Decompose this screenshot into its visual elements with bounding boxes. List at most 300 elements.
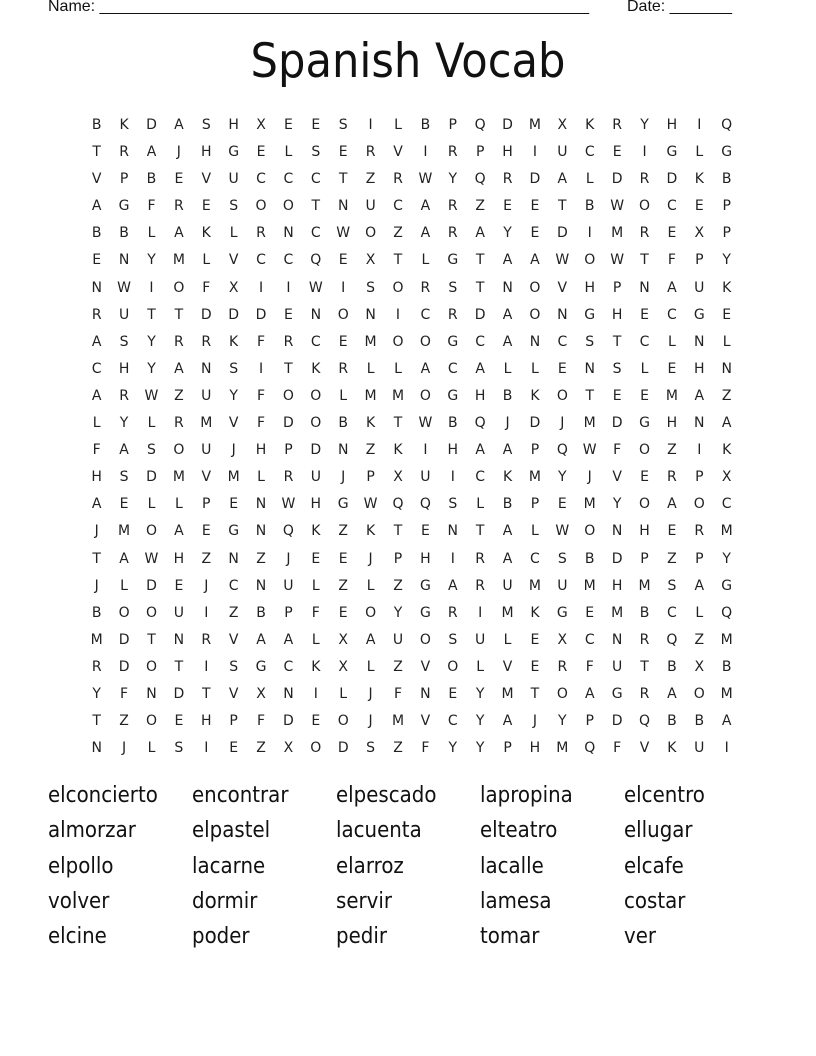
grid-cell[interactable]: D (611, 415, 623, 432)
grid-cell[interactable]: V (91, 171, 102, 188)
grid-cell[interactable]: L (229, 225, 238, 242)
grid-cell[interactable]: U (201, 387, 212, 404)
grid-cell[interactable]: O (556, 387, 568, 404)
grid-cell[interactable]: I (204, 604, 209, 621)
grid-cell[interactable]: S (201, 117, 211, 133)
grid-cell[interactable]: V (612, 469, 622, 486)
grid-cell[interactable]: M (665, 387, 678, 404)
grid-cell[interactable]: E (557, 360, 567, 377)
grid-cell[interactable]: O (365, 225, 377, 242)
grid-cell[interactable]: I (149, 279, 154, 296)
grid-cell[interactable]: B (91, 225, 102, 242)
grid-cell[interactable]: Q (666, 631, 678, 648)
grid-cell[interactable]: F (120, 685, 129, 702)
grid-cell[interactable]: O (392, 279, 404, 296)
grid-cell[interactable]: C (256, 171, 266, 188)
grid-cell[interactable]: Z (228, 604, 239, 621)
grid-cell[interactable]: C (91, 360, 102, 377)
grid-cell[interactable]: N (118, 252, 130, 269)
grid-cell[interactable]: E (640, 387, 649, 404)
grid-cell[interactable]: R (447, 144, 458, 161)
grid-cell[interactable]: J (286, 550, 291, 567)
grid-cell[interactable]: X (228, 279, 239, 296)
grid-cell[interactable]: M (611, 604, 624, 621)
grid-cell[interactable]: M (227, 469, 240, 486)
grid-cell[interactable]: G (228, 144, 240, 161)
grid-cell[interactable]: Z (393, 658, 403, 675)
grid-cell[interactable]: Y (558, 469, 567, 486)
grid-cell[interactable]: D (529, 171, 541, 188)
grid-cell[interactable]: T (475, 523, 485, 540)
grid-cell[interactable]: W (555, 523, 570, 540)
grid-cell[interactable]: U (475, 631, 486, 648)
grid-cell[interactable]: P (640, 550, 649, 567)
grid-cell[interactable]: A (667, 685, 677, 702)
grid-cell[interactable]: C (228, 577, 239, 594)
grid-cell[interactable]: F (613, 740, 622, 757)
grid-cell[interactable]: W (336, 225, 351, 242)
grid-cell[interactable]: S (119, 469, 129, 486)
grid-cell[interactable]: S (147, 442, 156, 459)
grid-cell[interactable]: J (368, 550, 373, 567)
grid-cell[interactable]: R (119, 387, 129, 404)
grid-cell[interactable]: Q (638, 713, 651, 730)
grid-cell[interactable]: D (146, 469, 157, 486)
grid-cell[interactable]: A (174, 117, 184, 133)
grid-cell[interactable]: E (256, 144, 266, 161)
grid-cell[interactable]: E (119, 496, 129, 513)
grid-cell[interactable]: H (200, 144, 212, 161)
grid-cell[interactable]: T (475, 252, 485, 269)
grid-cell[interactable]: E (201, 523, 211, 540)
grid-cell[interactable]: W (555, 252, 570, 269)
grid-cell[interactable]: C (256, 252, 266, 269)
grid-cell[interactable]: S (612, 360, 622, 377)
grid-cell[interactable]: B (338, 415, 349, 432)
grid-cell[interactable]: Q (584, 740, 596, 757)
grid-cell[interactable]: T (393, 415, 403, 432)
grid-cell[interactable]: Q (474, 171, 486, 188)
grid-cell[interactable]: L (695, 604, 704, 621)
grid-cell[interactable]: N (584, 360, 595, 377)
grid-cell[interactable]: C (667, 198, 677, 215)
grid-cell[interactable]: R (174, 415, 184, 432)
grid-cell[interactable]: X (338, 658, 348, 675)
grid-cell[interactable]: Y (229, 387, 238, 404)
grid-cell[interactable]: N (721, 360, 732, 377)
grid-cell[interactable]: W (363, 496, 378, 513)
grid-cell[interactable]: H (310, 496, 322, 513)
grid-cell[interactable]: S (448, 496, 458, 513)
grid-cell[interactable]: E (338, 144, 348, 161)
grid-cell[interactable]: T (640, 658, 649, 675)
grid-cell[interactable]: T (338, 171, 348, 188)
grid-cell[interactable]: N (365, 306, 376, 323)
grid-cell[interactable]: L (284, 144, 293, 161)
grid-cell[interactable]: A (119, 442, 129, 459)
grid-cell[interactable]: C (283, 658, 294, 675)
grid-cell[interactable]: N (228, 550, 239, 567)
grid-cell[interactable]: F (257, 713, 266, 730)
grid-cell[interactable]: V (228, 631, 239, 648)
grid-cell[interactable]: M (611, 225, 624, 242)
grid-cell[interactable]: J (587, 469, 592, 486)
grid-cell[interactable]: Y (475, 685, 485, 702)
grid-cell[interactable]: U (201, 442, 212, 459)
grid-cell[interactable]: J (122, 740, 127, 757)
grid-cell[interactable]: R (201, 631, 212, 648)
grid-cell[interactable]: T (147, 306, 156, 323)
grid-cell[interactable]: R (256, 225, 266, 242)
grid-cell[interactable]: S (585, 333, 595, 350)
grid-cell[interactable]: O (118, 604, 130, 621)
name-field[interactable]: Name: _______________________________________________________ (48, 0, 589, 15)
grid-cell[interactable]: K (201, 225, 211, 242)
grid-cell[interactable]: J (176, 144, 181, 161)
grid-cell[interactable]: X (338, 631, 348, 648)
grid-cell[interactable]: W (117, 279, 131, 296)
grid-cell[interactable]: U (118, 306, 130, 323)
grid-cell[interactable]: P (612, 279, 622, 296)
grid-cell[interactable]: S (229, 360, 239, 377)
grid-cell[interactable]: X (283, 740, 294, 757)
grid-cell[interactable]: Q (474, 415, 486, 432)
grid-cell[interactable]: O (310, 387, 322, 404)
grid-cell[interactable]: T (612, 333, 622, 350)
grid-cell[interactable]: W (308, 279, 323, 296)
grid-cell[interactable]: D (474, 306, 486, 323)
grid-cell[interactable]: E (420, 523, 430, 540)
grid-cell[interactable]: H (91, 469, 102, 486)
grid-cell[interactable]: I (258, 360, 264, 377)
grid-cell[interactable]: Q (721, 117, 733, 133)
grid-cell[interactable]: T (174, 658, 184, 675)
grid-cell[interactable]: E (174, 171, 184, 188)
grid-cell[interactable]: P (119, 171, 129, 188)
grid-cell[interactable]: L (366, 360, 375, 377)
grid-cell[interactable]: E (612, 144, 622, 161)
grid-cell[interactable]: E (530, 631, 540, 648)
grid-cell[interactable]: Y (612, 496, 622, 513)
grid-cell[interactable]: A (174, 523, 184, 540)
grid-cell[interactable]: N (255, 523, 267, 540)
grid-cell[interactable]: U (502, 577, 513, 594)
grid-cell[interactable]: A (694, 387, 705, 404)
grid-cell[interactable]: Z (119, 713, 129, 730)
grid-cell[interactable]: A (667, 279, 677, 296)
grid-cell[interactable]: A (502, 550, 513, 567)
grid-cell[interactable]: Z (667, 550, 677, 567)
grid-cell[interactable]: M (720, 523, 733, 540)
grid-cell[interactable]: R (502, 171, 513, 188)
grid-cell[interactable]: O (337, 713, 349, 730)
grid-cell[interactable]: B (667, 713, 677, 730)
grid-cell[interactable]: F (393, 685, 403, 702)
grid-cell[interactable]: H (228, 117, 239, 133)
grid-cell[interactable]: X (256, 117, 266, 133)
grid-cell[interactable]: S (338, 117, 348, 133)
grid-cell[interactable]: R (201, 333, 212, 350)
grid-cell[interactable]: E (338, 604, 348, 621)
grid-cell[interactable]: M (583, 415, 596, 432)
grid-cell[interactable]: Z (694, 631, 705, 648)
grid-cell[interactable]: E (338, 252, 348, 269)
grid-cell[interactable]: M (364, 333, 377, 350)
grid-cell[interactable]: D (118, 631, 130, 648)
grid-cell[interactable]: F (257, 333, 266, 350)
grid-cell[interactable]: L (531, 360, 539, 377)
grid-cell[interactable]: X (557, 117, 568, 133)
grid-cell[interactable]: I (423, 442, 428, 459)
grid-cell[interactable]: N (502, 279, 513, 296)
grid-cell[interactable]: G (228, 523, 240, 540)
grid-cell[interactable]: M (118, 523, 131, 540)
grid-cell[interactable]: M (528, 469, 541, 486)
word-search-grid[interactable] (83, 112, 740, 762)
grid-cell[interactable]: D (283, 415, 294, 432)
grid-cell[interactable]: E (530, 198, 540, 215)
grid-cell[interactable]: L (120, 577, 128, 594)
grid-cell[interactable]: N (283, 685, 294, 702)
grid-cell[interactable]: N (173, 631, 185, 648)
grid-cell[interactable]: A (502, 306, 513, 323)
grid-cell[interactable]: H (611, 306, 623, 323)
grid-cell[interactable]: A (420, 360, 431, 377)
grid-cell[interactable]: Y (147, 360, 156, 377)
grid-cell[interactable]: O (584, 252, 596, 269)
grid-cell[interactable]: Y (475, 713, 485, 730)
grid-cell[interactable]: N (146, 685, 157, 702)
grid-cell[interactable]: O (365, 604, 377, 621)
grid-cell[interactable]: V (201, 171, 212, 188)
grid-cell[interactable]: T (92, 550, 101, 567)
grid-cell[interactable]: K (311, 523, 321, 540)
date-field[interactable]: Date: _______ (627, 0, 732, 15)
grid-cell[interactable]: V (228, 685, 239, 702)
grid-cell[interactable]: J (368, 713, 373, 730)
grid-cell[interactable]: E (229, 740, 239, 757)
grid-cell[interactable]: E (311, 550, 321, 567)
grid-cell[interactable]: B (639, 604, 650, 621)
grid-cell[interactable]: F (257, 415, 266, 432)
grid-cell[interactable]: A (530, 252, 540, 269)
grid-cell[interactable]: L (503, 360, 512, 377)
grid-cell[interactable]: U (694, 279, 705, 296)
grid-cell[interactable]: Z (393, 740, 403, 757)
grid-cell[interactable]: X (256, 685, 266, 702)
grid-cell[interactable]: V (393, 144, 403, 161)
grid-cell[interactable]: Y (147, 333, 156, 350)
grid-cell[interactable]: H (529, 740, 541, 757)
grid-cell[interactable]: H (639, 523, 650, 540)
grid-cell[interactable]: D (228, 306, 240, 323)
grid-cell[interactable]: U (310, 469, 321, 486)
grid-cell[interactable]: E (503, 198, 512, 215)
grid-cell[interactable]: V (557, 279, 568, 296)
grid-cell[interactable]: M (90, 631, 103, 648)
grid-cell[interactable]: E (448, 685, 458, 702)
grid-cell[interactable]: W (144, 387, 159, 404)
grid-cell[interactable]: A (283, 631, 294, 648)
grid-cell[interactable]: G (337, 496, 349, 513)
grid-cell[interactable]: T (147, 631, 156, 648)
grid-cell[interactable]: P (284, 604, 293, 621)
grid-cell[interactable]: K (366, 523, 376, 540)
grid-cell[interactable]: O (145, 604, 157, 621)
grid-cell[interactable]: I (423, 144, 428, 161)
grid-cell[interactable]: M (172, 252, 185, 269)
grid-cell[interactable]: C (667, 604, 677, 621)
grid-cell[interactable]: J (341, 469, 346, 486)
grid-cell[interactable]: W (610, 252, 625, 269)
grid-cell[interactable]: A (146, 144, 157, 161)
grid-cell[interactable]: D (146, 577, 157, 594)
grid-cell[interactable]: V (201, 469, 212, 486)
grid-cell[interactable]: E (640, 469, 649, 486)
grid-cell[interactable]: I (478, 604, 483, 621)
grid-cell[interactable]: J (231, 442, 236, 459)
grid-cell[interactable]: O (173, 442, 185, 459)
grid-cell[interactable]: K (119, 117, 129, 133)
grid-cell[interactable]: W (610, 198, 625, 215)
grid-cell[interactable]: L (394, 360, 402, 377)
grid-cell[interactable]: R (447, 306, 458, 323)
grid-cell[interactable]: E (640, 306, 649, 323)
grid-cell[interactable]: I (450, 550, 455, 567)
grid-cell[interactable]: L (640, 360, 649, 377)
grid-cell[interactable]: O (419, 631, 431, 648)
grid-cell[interactable]: T (174, 306, 184, 323)
grid-cell[interactable]: N (91, 740, 102, 757)
grid-cell[interactable]: I (341, 279, 346, 296)
grid-cell[interactable]: M (583, 577, 596, 594)
grid-cell[interactable]: Z (721, 387, 732, 404)
grid-cell[interactable]: G (584, 306, 596, 323)
grid-cell[interactable]: G (447, 387, 459, 404)
grid-cell[interactable]: G (611, 685, 623, 702)
grid-cell[interactable]: J (560, 415, 565, 432)
grid-cell[interactable]: T (92, 713, 101, 730)
grid-cell[interactable]: A (174, 225, 184, 242)
grid-cell[interactable]: P (722, 225, 731, 242)
grid-cell[interactable]: A (502, 252, 513, 269)
grid-cell[interactable]: R (639, 171, 650, 188)
grid-cell[interactable]: G (721, 144, 733, 161)
grid-cell[interactable]: N (447, 523, 459, 540)
grid-cell[interactable]: K (694, 171, 704, 188)
grid-cell[interactable]: G (447, 333, 459, 350)
grid-cell[interactable]: R (365, 144, 376, 161)
grid-cell[interactable]: E (667, 225, 677, 242)
grid-cell[interactable]: E (585, 604, 595, 621)
grid-cell[interactable]: N (337, 442, 349, 459)
grid-cell[interactable]: O (556, 685, 568, 702)
grid-cell[interactable]: W (144, 550, 159, 567)
grid-cell[interactable]: F (421, 740, 430, 757)
grid-cell[interactable]: A (721, 713, 732, 730)
grid-cell[interactable]: E (284, 117, 293, 133)
grid-cell[interactable]: A (502, 333, 513, 350)
grid-cell[interactable]: G (419, 577, 431, 594)
grid-cell[interactable]: I (313, 685, 318, 702)
grid-cell[interactable]: S (229, 658, 239, 675)
grid-cell[interactable]: R (475, 577, 486, 594)
grid-cell[interactable]: Y (92, 685, 101, 702)
grid-cell[interactable]: O (392, 333, 404, 350)
grid-cell[interactable]: Q (310, 252, 322, 269)
grid-cell[interactable]: P (585, 713, 594, 730)
grid-cell[interactable]: O (310, 740, 322, 757)
grid-cell[interactable]: H (694, 360, 705, 377)
grid-cell[interactable]: X (694, 225, 705, 242)
grid-cell[interactable]: I (532, 144, 538, 161)
grid-cell[interactable]: Q (556, 442, 568, 459)
grid-cell[interactable]: B (420, 117, 431, 133)
grid-cell[interactable]: R (283, 469, 294, 486)
grid-cell[interactable]: F (585, 658, 594, 675)
grid-cell[interactable]: O (638, 496, 651, 513)
grid-cell[interactable]: E (174, 577, 184, 594)
grid-cell[interactable]: B (91, 604, 102, 621)
grid-cell[interactable]: Z (667, 442, 677, 459)
grid-cell[interactable]: P (530, 496, 540, 513)
grid-cell[interactable]: Q (282, 523, 294, 540)
grid-cell[interactable]: T (284, 360, 293, 377)
grid-cell[interactable]: J (94, 523, 99, 540)
grid-cell[interactable]: R (119, 144, 129, 161)
grid-cell[interactable]: M (528, 117, 541, 133)
grid-cell[interactable]: E (229, 496, 239, 513)
grid-cell[interactable]: L (174, 496, 183, 513)
grid-cell[interactable]: C (475, 333, 486, 350)
grid-cell[interactable]: X (694, 658, 705, 675)
grid-cell[interactable]: Y (640, 117, 649, 133)
grid-cell[interactable]: L (147, 740, 156, 757)
grid-cell[interactable]: R (667, 469, 677, 486)
grid-cell[interactable]: N (310, 306, 322, 323)
grid-cell[interactable]: P (284, 442, 293, 459)
grid-cell[interactable]: X (393, 469, 403, 486)
grid-cell[interactable]: N (529, 333, 541, 350)
grid-cell[interactable]: Y (722, 550, 731, 567)
grid-cell[interactable]: B (447, 415, 458, 432)
grid-cell[interactable]: E (667, 360, 677, 377)
grid-cell[interactable]: N (255, 496, 267, 513)
grid-cell[interactable]: E (284, 306, 293, 323)
grid-cell[interactable]: A (365, 631, 376, 648)
grid-cell[interactable]: R (694, 523, 705, 540)
grid-cell[interactable]: K (366, 415, 376, 432)
grid-cell[interactable]: M (556, 740, 569, 757)
grid-cell[interactable]: O (693, 496, 705, 513)
grid-cell[interactable]: N (694, 333, 705, 350)
grid-cell[interactable]: M (200, 415, 213, 432)
grid-cell[interactable]: L (339, 387, 348, 404)
grid-cell[interactable]: I (258, 279, 264, 296)
grid-cell[interactable]: P (393, 550, 403, 567)
grid-cell[interactable]: L (311, 577, 320, 594)
grid-cell[interactable]: Z (256, 740, 266, 757)
grid-cell[interactable]: D (611, 713, 623, 730)
grid-cell[interactable]: L (366, 577, 375, 594)
grid-cell[interactable]: Y (119, 415, 129, 432)
grid-cell[interactable]: V (228, 252, 239, 269)
grid-cell[interactable]: A (420, 225, 431, 242)
grid-cell[interactable]: M (391, 387, 405, 404)
grid-cell[interactable]: C (475, 469, 486, 486)
grid-cell[interactable]: F (311, 604, 320, 621)
grid-cell[interactable]: T (585, 387, 594, 404)
